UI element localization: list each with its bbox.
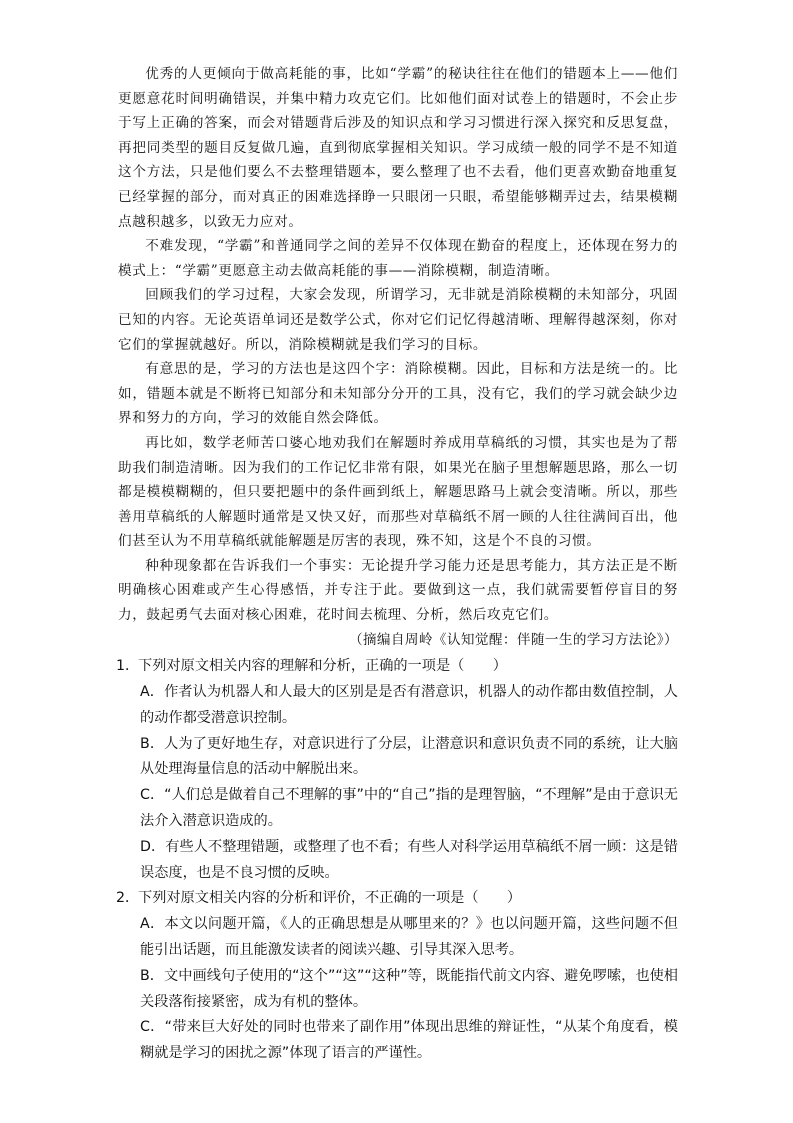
passage-paragraph-6: 种种现象都在告诉我们一个事实：无论提升学习能力还是思考能力，其方法正是不断明确核心困难或产生心得感悟，并专注于此。要做到这一点，我们就需要暂停盲目的努力，鼓起勇气去面对核心困难，花时间去梳理、分析，然后攻克它们。 xyxy=(118,557,678,624)
question-1-option-a[interactable]: A．作者认为机器人和人最大的区别是是否有潜意识，机器人的动作都由数值控制，人的动作都受潜意识控制。 xyxy=(140,684,678,726)
question-1-number: 1． xyxy=(116,658,140,675)
question-1 xyxy=(118,654,678,886)
passage-paragraph-5: 再比如，数学老师苦口婆心地劝我们在解题时养成用草稿纸的习惯，其实也是为了帮助我们制造清晰。因为我们的工作记忆非常有限，如果光在脑子里想解题思路，那么一切都是模模糊糊的，但只要把题中的条件画到纸上，解题思路马上就会变清晰。所以，那些善用草稿纸的人解题时通常是又快又好，而那些对草稿纸不屑一顾的人往往满间百出，他们甚至认为不用草稿纸就能解题是厉害的表现，殊不知，这是个不良的习惯。 xyxy=(118,434,678,550)
passage-paragraph-2: 不难发现，“学霸”和普通同学之间的差异不仅体现在勤奋的程度上，还体现在努力的模式上：“学霸”更愿意主动去做高耗能的事——消除模糊，制造清晰。 xyxy=(118,238,678,279)
reading-passage xyxy=(118,62,678,652)
question-1-text: 下列对原文相关内容的理解和分析，正确的一项是（ ） xyxy=(138,658,507,675)
passage-paragraph-3: 回顾我们的学习过程，大家会发现，所谓学习，无非就是消除模糊的未知部分，巩固已知的内容。无论英语单词还是数学公式，你对它们记忆得越清晰、理解得越深刻，你对它们的掌握就越好。所以，消除模糊就是我们学习的目标。 xyxy=(118,287,678,353)
passage-paragraph-4: 有意思的是，学习的方法也是这四个字：消除模糊。因此，目标和方法是统一的。比如，错题本就是不断将已知部分和未知部分分开的工具，没有它，我们的学习就会缺少边界和努力的方向，学习的效能自然会降低。 xyxy=(118,361,678,427)
question-1-stem xyxy=(116,654,678,680)
question-2-option-a[interactable]: A．本文以问题开篇，《人的正确思想是从哪里来的？》也以问题开篇，这些问题不但能引出话题，而且能激发读者的阅读兴趣、引导其深入思考。 xyxy=(140,916,678,959)
question-1-option-d[interactable]: D．有些人不整理错题，或整理了也不看；有些人对科学运用草稿纸不屑一顾：这是错误态度，也是不良习惯的反映。 xyxy=(140,838,678,881)
question-2 xyxy=(118,886,678,1067)
passage-paragraph-1: 优秀的人更倾向于做高耗能的事，比如“学霸”的秘诀往往在他们的错题本上——他们更愿意花时间明确错误，并集中精力攻克它们。比如他们面对试卷上的错题时，不会止步于写上正确的答案，而会对错题背后涉及的知识点和学习习惯进行深入探究和反思复盘，再把同类型的题目反复做几遍，直到彻底掌握相关知识。学习成绩一般的同学不是不知道这个方法，只是他们要么不去整理错题本，要么整理了也不去看，他们更喜欢勤奋地重复已经掌握的部分，而对真正的困难选择睁一只眼闭一只眼，希望能够糊弄过去，结果模糊点越积越多，以致无力应对。 xyxy=(118,66,678,230)
question-2-option-b[interactable]: B．文中画线句子使用的“这个”“这”“这种”等，既能指代前文内容、避免啰嗦，也使相关段落衔接紧密，成为有机的整体。 xyxy=(140,967,678,1010)
question-2-text: 下列对原文相关内容的分析和评价，不正确的一项是（ ） xyxy=(138,890,522,907)
passage-source: （摘编自周岭《认知觉醒：伴随一生的学习方法论》） xyxy=(348,631,678,648)
question-2-stem xyxy=(116,886,678,912)
question-1-option-b[interactable]: B．人为了更好地生存，对意识进行了分层，让潜意识和意识负责不同的系统，让大脑从处理海量信息的活动中解脱出来。 xyxy=(140,735,678,778)
document-page xyxy=(118,62,678,1067)
question-2-number: 2． xyxy=(116,890,140,907)
question-1-option-c[interactable]: C．“人们总是做着自己不理解的事”中的“自己”指的是理智脑，“不理解”是由于意识无法介入潜意识造成的。 xyxy=(140,787,678,830)
question-2-option-c[interactable]: C．“带来巨大好处的同时也带来了副作用”体现出思维的辩证性，“从某个角度看，模糊就是学习的困扰之源”体现了语言的严谨性。 xyxy=(140,1019,678,1062)
